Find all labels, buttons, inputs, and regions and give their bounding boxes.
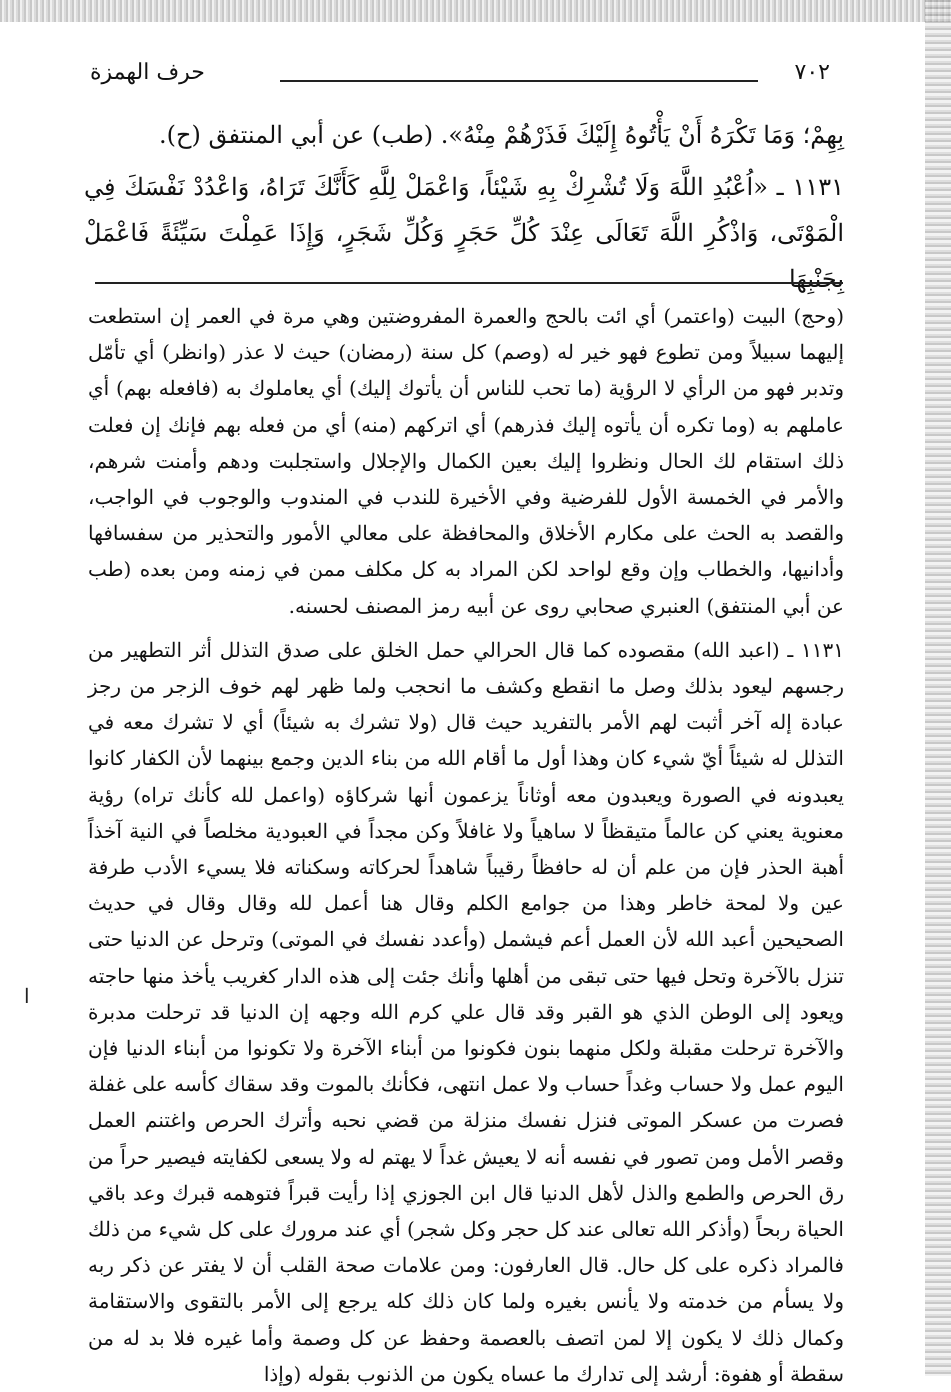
scan-edge-top — [0, 0, 951, 22]
margin-mark: ا — [24, 984, 30, 1008]
hadith-1131: ١١٣١ ـ «اُعْبُدِ اللَّهَ وَلَا تُشْرِكْ بِهِ شَيْئاً، وَاعْمَلْ لِلَّهِ كَأَنَّكَ تَرَاهُ، وَاعْدُدْ نَفْسَكَ فِي الْمَوْتَى، وَاذْكُرِ اللَّهَ تَعَالَى عِنْدَ كُلِّ حَجَرٍ وَكُلِّ شَجَرٍ، وَإِذَا عَمِلْتَ سَيِّئَةً فَاعْمَلْ بِجَنْبِهَا — [84, 173, 844, 293]
commentary — [88, 298, 844, 1392]
commentary-paragraph-1: (وحج) البيت (واعتمر) أي ائت بالحج والعمرة المفروضتين وهي مرة في العمر إن استطعت إليهما سبيلاً ومن تطوع فهو خير له (وصم) كل سنة (رمضان) حيث لا عذر (وانظر) أي تأمّل وتدبر فهو من الرأي لا الرؤية (ما تحب للناس أن يأتوك إليك) أي يعاملوك به (فافعله بهم) أي عاملهم به (وما تكره أن يأتوه إليك فذرهم) أي اتركهم (منه) أي من فعله بهم فإنك إن فعلت ذلك استقام لك الحال ونظروا إليك بعين الكمال والإجلال واستجلبت ودهم وأمنت شرهم، والأمر في الخمسة الأول للفرضية وفي الأخيرة للندب في المندوب والوجوب في الواجب، والقصد به الحث على مكارم الأخلاق والمحافظة على معالي الأمور والتحذير من سفسافها وأدانيها، والخطاب وإن وقع لواحد لكن المراد به كل مكلف ممن في زمنه ومن بعده (طب عن أبي المنتفق) العنبري صحابي روى عن أبيه رمز المصنف لحسنه. — [88, 304, 844, 618]
footnote-divider — [95, 282, 843, 284]
page-number: ٧٠٢ — [794, 60, 830, 85]
running-title: حرف الهمزة — [90, 60, 205, 85]
hadith-line-continuation: بِهِمْ؛ وَمَا تَكْرَهُ أَنْ يَأْتُوهُ إِلَيْكَ فَذَرْهُمْ مِنْهُ». (طب) عن أبي المنتفق (ح). — [158, 121, 844, 149]
hadith-text — [84, 112, 844, 308]
header-rule — [280, 80, 758, 82]
page-header — [90, 56, 830, 96]
scan-edge-right — [925, 0, 951, 1376]
commentary-paragraph-2: ١١٣١ ـ (اعبد الله) مقصوده كما قال الحرالي حمل الخلق على صدق التذلل أثر التطهير من رجسهم ليعود بذلك وصل ما انقطع وكشف ما انحجب ولما ظهر لهم خوف الزجر من رجز عبادة إله آخر أثبت لهم الأمر بالتفريد حيث قال (ولا تشرك به شيئاً) أي لا تشرك معه في التذلل له شيئاً أيّ شيء كان وهذا أول ما أقام الله من بناء الدين وجمع بينهما لأن الكفار كانوا يعبدونه في الصورة ويعبدون معه أوثاناً يزعمون أنها شركاؤه (واعمل لله كأنك تراه) رؤية معنوية يعني كن عالماً متيقظاً لا ساهياً ولا غافلاً وكن مجداً في العبودية مخلصاً في النية آخذاً أهبة الحذر فإن من علم أن له حافظاً رقيباً شاهداً لحركاته وسكناته فلا يسيء الأدب طرفة عين ولا لمحة خاطر وهذا من جوامع الكلم وقال هنا أعمل لله وقال وقال في حديث الصحيحين أعبد الله لأن العمل أعم فيشمل (وأعدد نفسك في الموتى) وترحل عن الدنيا حتى تنزل بالآخرة وتحل فيها حتى تبقى من أهلها وأنك جئت إلى هذه الدار كغريب يأخذ منها حاجته ويعود إلى الوطن الذي هو القبر وقد قال علي كرم الله وجهه إن الدنيا قد ترحلت مدبرة والآخرة ترحلت مقبلة ولكل منهما بنون فكونوا من أبناء الآخرة ولا تكونوا من أبناء الدنيا فإن اليوم عمل ولا حساب وغداً حساب ولا عمل انتهى، فكأنك بالموت وقد سقاك كأسه على غفلة فصرت من عسكر الموتى فنزل نفسك منزلة من قضي نحبه وأترك الحرص واغتنم العمل وقصر الأمل ومن تصور في نفسه أنه لا يعيش غداً لا يهتم له ولا يسعى لكفايته فيصير حراً من رق الحرص والطمع والذل لأهل الدنيا قال ابن الجوزي إذا رأيت قبراً فتوهمه قبرك وعد باقي الحياة ربحاً (وأذكر الله تعالى عند كل حجر وكل شجر) أي عند مرورك على كل شيء من ذلك فالمراد ذكره على كل حال. قال العارفون: ومن علامات صحة القلب أن لا يفتر عن ذكر ربه ولا يسأم من خدمته ولا يأنس بغيره ولما كان ذلك كله يرجع إلى الأمر بالتقوى والاستقامة وكمال ذلك لا يكون إلا لمن اتصف بالعصمة وحفظ عن كل وصمة وأما غيره فلا بد له من سقطة أو هفوة: أرشد إلى تدارك ما عساه يكون من الذنوب بقوله (وإذا — [88, 637, 845, 1386]
